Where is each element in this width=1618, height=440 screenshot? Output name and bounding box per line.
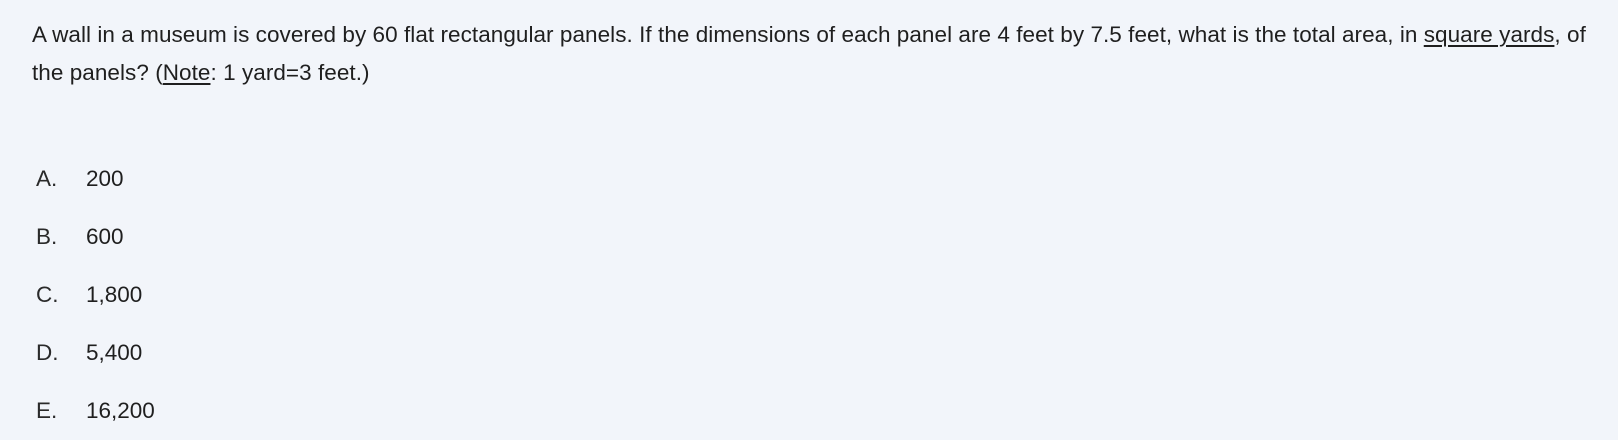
choice-b[interactable] [36,208,155,266]
answer-choices [36,150,155,440]
emphasis-square-yards: square yards [1423,22,1555,47]
choice-d[interactable] [36,324,155,382]
choice-c[interactable] [36,266,155,324]
choice-value: 200 [86,166,124,191]
note-text: : 1 yard=3 feet.) [210,60,370,85]
question-stem [32,16,1602,92]
choice-value: 16,200 [86,398,155,423]
choice-e[interactable] [36,382,155,440]
choice-letter: E. [36,398,58,423]
choice-letter: A. [36,166,58,191]
choice-letter: B. [36,224,58,249]
choice-value: 5,400 [86,340,143,365]
note-label: Note [162,60,211,85]
choice-letter: C. [36,282,59,307]
choice-letter: D. [36,340,59,365]
choice-a[interactable] [36,150,155,208]
choice-value: 600 [86,224,124,249]
question-text-part2: , of the panels? ( [32,22,1586,85]
choice-value: 1,800 [86,282,143,307]
question-text-part1: A wall in a museum is covered by 60 flat rectangular panels. If the dimensions of each panel are 4 feet by 7.5 feet, what is the total area, in [32,22,1424,47]
